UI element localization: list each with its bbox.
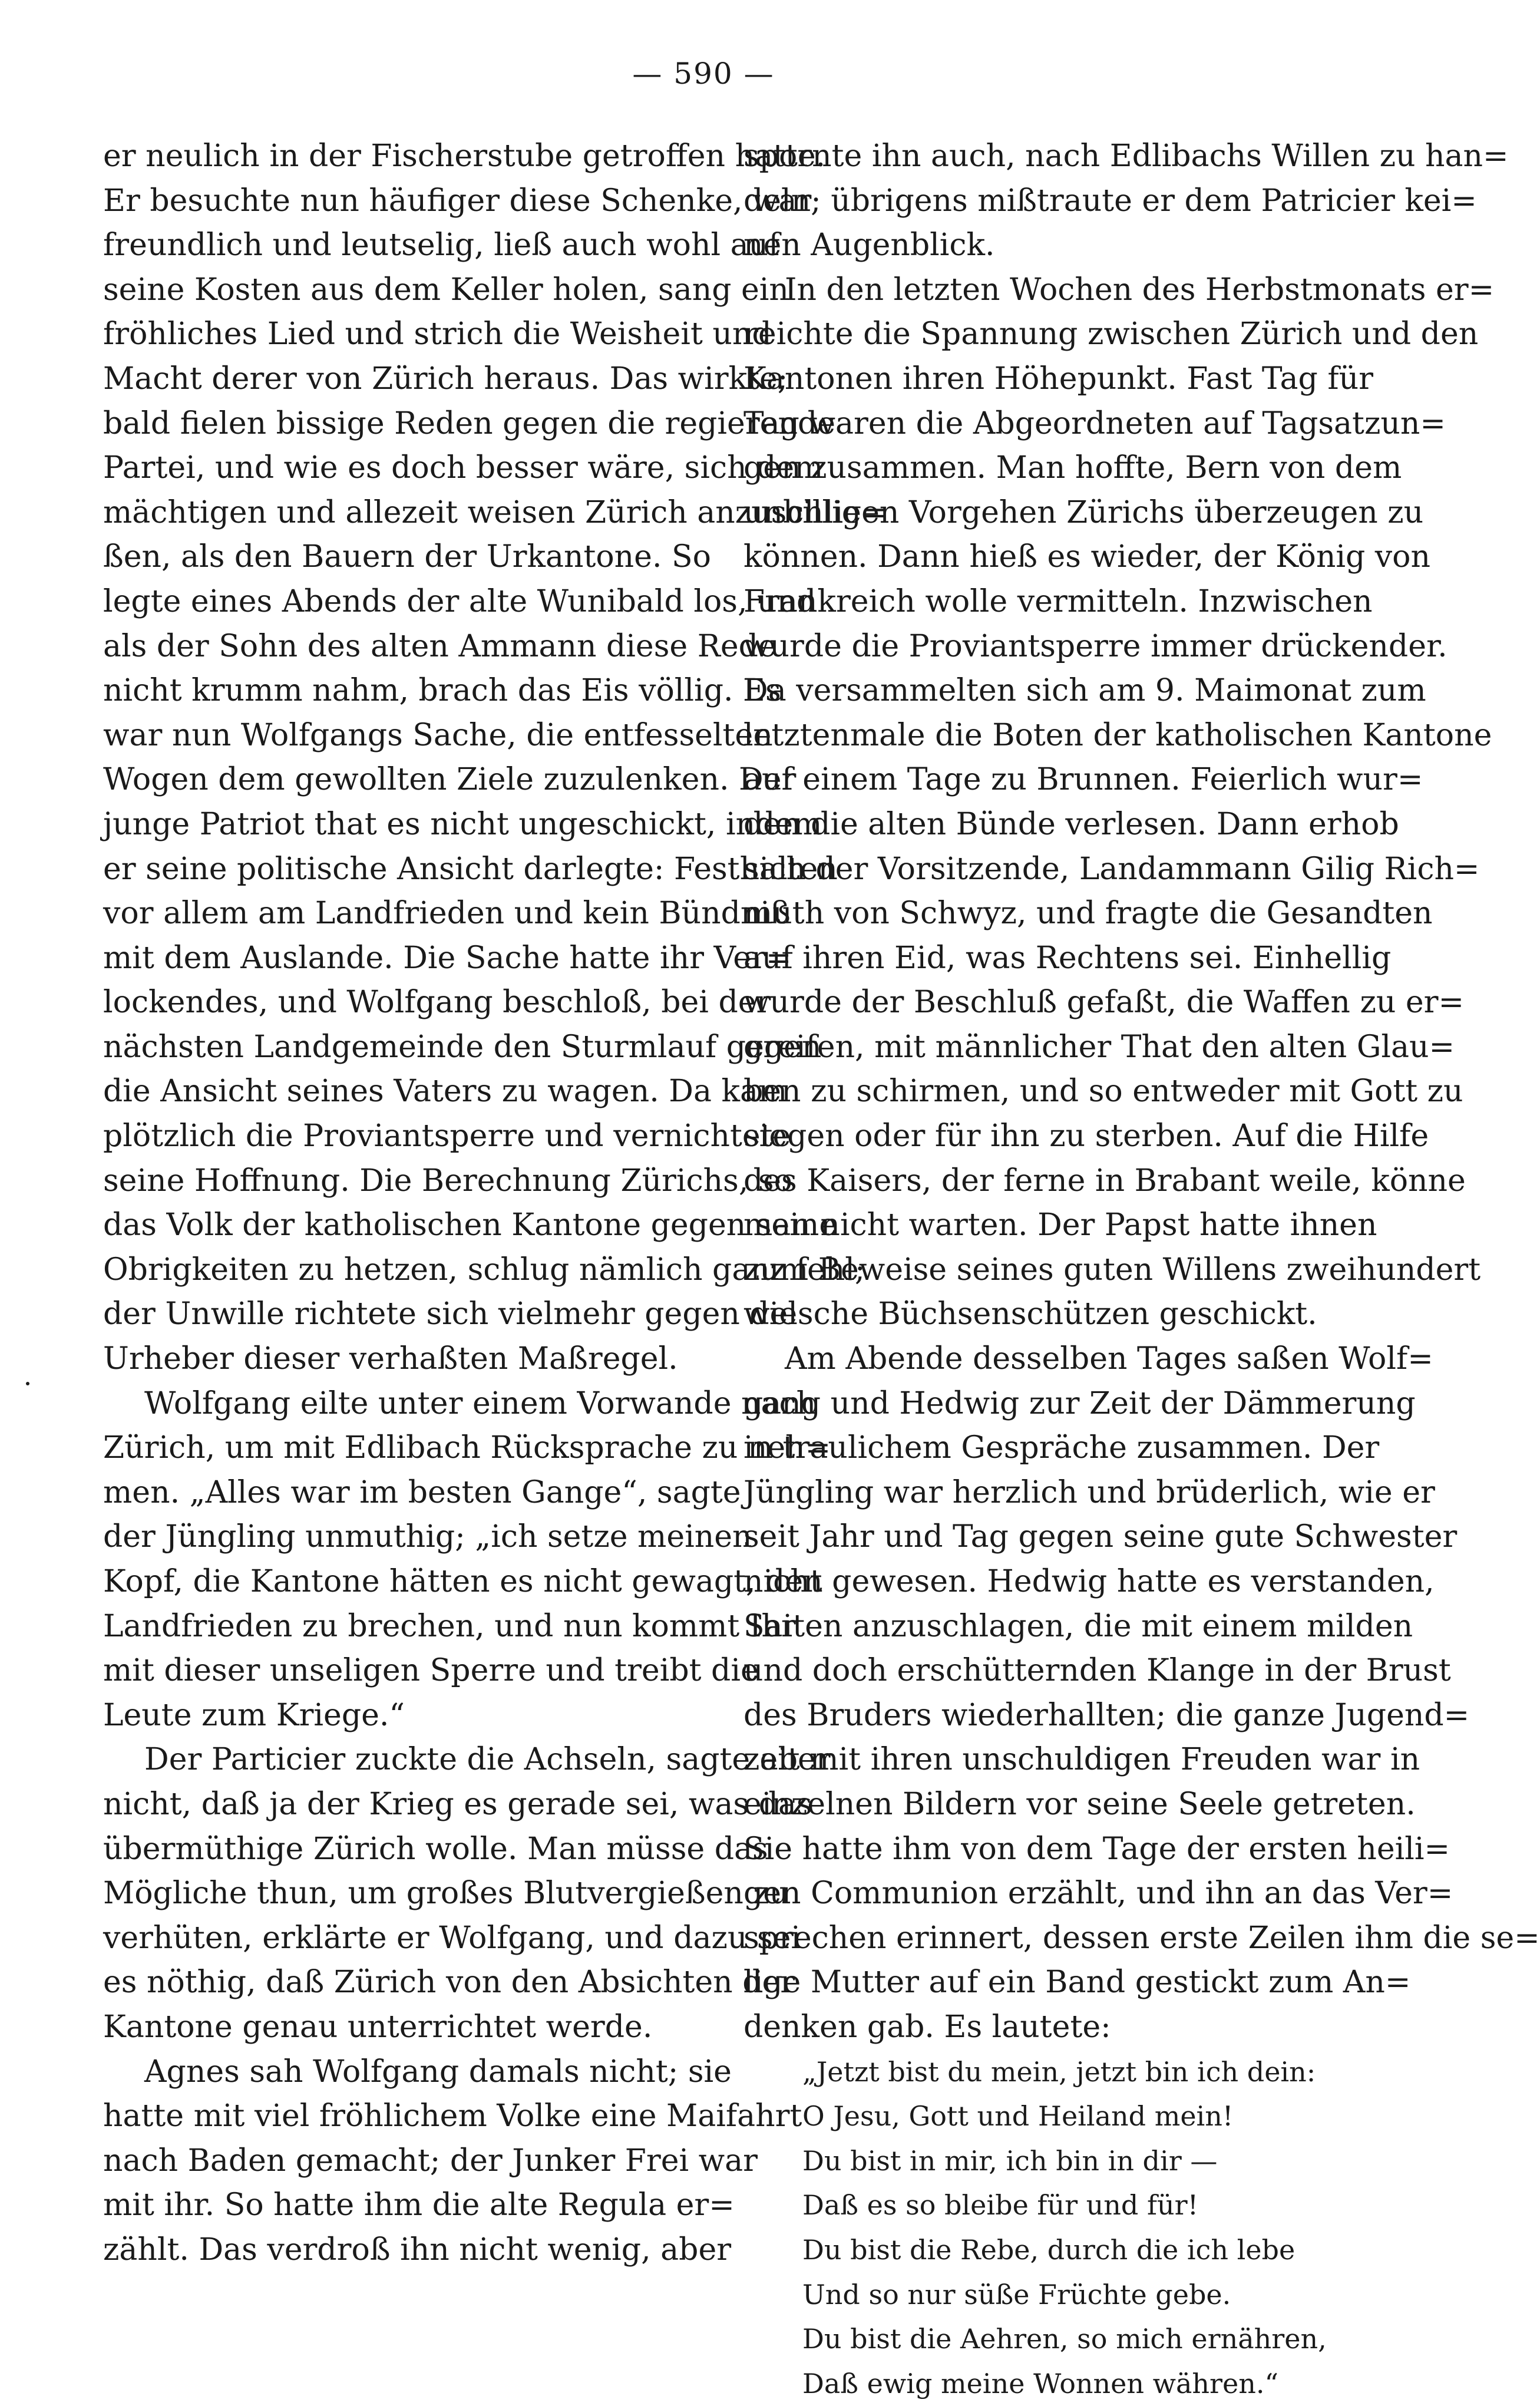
- text-line: greifen, mit männlicher That den alten Glau=: [743, 1029, 1455, 1065]
- text-line: war nun Wolfgangs Sache, die entfesselten: [103, 717, 773, 753]
- text-line: er neulich in der Fischerstube getroffen hatte.: [103, 138, 826, 174]
- verse-line: Und so nur süße Früchte gebe.: [802, 2278, 1231, 2311]
- text-line: unbilligen Vorgehen Zürichs überzeugen zu: [743, 494, 1424, 530]
- text-line: können. Dann hieß es wieder, der König von: [743, 539, 1430, 575]
- text-line: in traulichem Gespräche zusammen. Der: [743, 1430, 1380, 1466]
- text-line: men. „Alles war im besten Gange“, sagte: [103, 1474, 741, 1510]
- text-line: des Kaisers, der ferne in Brabant weile, könne: [743, 1163, 1466, 1199]
- text-line: nächsten Landgemeinde den Sturmlauf gegen: [103, 1029, 822, 1065]
- text-line: wurde die Proviantsperre immer drückender.: [743, 628, 1448, 664]
- text-line: ßen, als den Bauern der Urkantone. So: [103, 539, 711, 575]
- text-line: nach Baden gemacht; der Junker Frei war: [103, 2143, 758, 2179]
- page-number: — 590 —: [632, 57, 775, 91]
- text-line: er seine politische Ansicht darlegte: Festhalten: [103, 851, 838, 887]
- text-line: des Bruders wiederhallten; die ganze Jugend=: [743, 1697, 1470, 1733]
- text-line: nicht krumm nahm, brach das Eis völlig. Es: [103, 673, 781, 709]
- text-line: hatte mit viel fröhlichem Volke eine Maifahrt: [103, 2098, 802, 2134]
- text-line: auf einem Tage zu Brunnen. Feierlich wur=: [743, 762, 1423, 798]
- text-line: Kantonen ihren Höhepunkt. Fast Tag für: [743, 361, 1373, 397]
- text-line: freundlich und leutselig, ließ auch wohl auf: [103, 227, 780, 263]
- text-line: gang und Hedwig zur Zeit der Dämmerung: [743, 1385, 1416, 1421]
- text-line: Macht derer von Zürich heraus. Das wirkte;: [103, 361, 788, 397]
- paragraph-start-line: Wolfgang eilte unter einem Vorwande nach: [144, 1385, 817, 1421]
- text-line: zum Beweise seines guten Willens zweihundert: [743, 1252, 1481, 1288]
- text-line: vor allem am Landfrieden und kein Bündniß: [103, 896, 791, 932]
- verse-line: Daß es so bleibe für und für!: [802, 2189, 1199, 2222]
- text-line: mit dieser unseligen Sperre und treibt die: [103, 1653, 759, 1689]
- text-line: nicht gewesen. Hedwig hatte es verstanden,: [743, 1564, 1435, 1599]
- text-line: reichte die Spannung zwischen Zürich und den: [743, 316, 1479, 352]
- text-line: mächtigen und allezeit weisen Zürich anzuschlie=: [103, 494, 887, 530]
- text-line: seine Hoffnung. Die Berechnung Zürichs, so: [103, 1163, 792, 1199]
- text-line: Kantone genau unterrichtet werde.: [103, 2009, 653, 2045]
- text-line: Frankreich wolle vermitteln. Inzwischen: [743, 583, 1373, 619]
- text-line: junge Patriot that es nicht ungeschickt, indem: [103, 806, 822, 842]
- text-line: lockendes, und Wolfgang beschloß, bei der: [103, 985, 771, 1021]
- paragraph-start-line: Der Particier zuckte die Achseln, sagte aber: [144, 1742, 831, 1778]
- text-line: mit ihr. So hatte ihm die alte Regula er=: [103, 2187, 735, 2223]
- margin-dot: [26, 1382, 29, 1385]
- paragraph-start-line: Am Abende desselben Tages saßen Wolf=: [785, 1341, 1433, 1377]
- text-line: Zürich, um mit Edlibach Rücksprache zu neh=: [103, 1430, 831, 1466]
- text-line: die Ansicht seines Vaters zu wagen. Da kam: [103, 1074, 788, 1110]
- text-line: deln; übrigens mißtraute er dem Patricier kei=: [743, 183, 1477, 219]
- text-line: Jüngling war herzlich und brüderlich, wie er: [743, 1474, 1435, 1510]
- text-line: plötzlich die Proviantsperre und vernichtete: [103, 1118, 791, 1154]
- text-line: einzelnen Bildern vor seine Seele getreten.: [743, 1786, 1416, 1822]
- text-line: übermüthige Zürich wolle. Man müsse das: [103, 1831, 768, 1867]
- text-line: seit Jahr und Tag gegen seine gute Schwester: [743, 1519, 1458, 1555]
- right-column: [743, 134, 1540, 2406]
- text-line: lige Mutter auf ein Band gestickt zum An=: [743, 1965, 1411, 2001]
- text-line: sich der Vorsitzende, Landammann Gilig Rich=: [743, 851, 1480, 887]
- text-line: zeit mit ihren unschuldigen Freuden war in: [743, 1742, 1420, 1778]
- text-line: Wogen dem gewollten Ziele zuzulenken. Der: [103, 762, 797, 798]
- text-line: auf ihren Eid, was Rechtens sei. Einhellig: [743, 940, 1392, 976]
- text-line: verhüten, erklärte er Wolfgang, und dazu sei: [103, 1920, 801, 1956]
- text-line: Mögliche thun, um großes Blutvergießen zu: [103, 1876, 789, 1912]
- text-line: spornte ihn auch, nach Edlibachs Willen zu han=: [743, 138, 1509, 174]
- text-line: nen Augenblick.: [743, 227, 995, 263]
- verse-line: „Jetzt bist du mein, jetzt bin ich dein:: [802, 2055, 1316, 2088]
- text-line: wurde der Beschluß gefaßt, die Waffen zu er=: [743, 985, 1465, 1021]
- text-line: bald fielen bissige Reden gegen die regierende: [103, 405, 835, 441]
- text-line: fröhliches Lied und strich die Weisheit und: [103, 316, 772, 352]
- text-line: Leute zum Kriege.“: [103, 1697, 405, 1733]
- text-line: legte eines Abends der alte Wunibald los, und: [103, 583, 817, 619]
- text-line: zählt. Das verdroß ihn nicht wenig, aber: [103, 2232, 732, 2268]
- text-line: letztenmale die Boten der katholischen Kantone: [743, 717, 1492, 753]
- text-line: gen zusammen. Man hoffte, Bern von dem: [743, 450, 1402, 486]
- paragraph-start-line: In den letzten Wochen des Herbstmonats er=: [785, 272, 1495, 308]
- text-line: welsche Büchsenschützen geschickt.: [743, 1296, 1317, 1332]
- text-line: gen Communion erzählt, und ihn an das Ver=: [743, 1876, 1453, 1912]
- text-line: das Volk der katholischen Kantone gegen seine: [103, 1207, 838, 1243]
- text-line: ben zu schirmen, und so entweder mit Gott zu: [743, 1074, 1463, 1110]
- text-line: Partei, und wie es doch besser wäre, sich dem: [103, 450, 824, 486]
- text-line: den die alten Bünde verlesen. Dann erhob: [743, 806, 1399, 842]
- text-line: siegen oder für ihn zu sterben. Auf die Hilfe: [743, 1118, 1429, 1154]
- text-line: Obrigkeiten zu hetzen, schlug nämlich ganz fehl;: [103, 1252, 865, 1288]
- verse-line: Du bist die Rebe, durch die ich lebe: [802, 2233, 1296, 2266]
- verse-line: O Jesu, Gott und Heiland mein!: [802, 2100, 1234, 2133]
- text-line: der Unwille richtete sich vielmehr gegen die: [103, 1296, 798, 1332]
- text-line: als der Sohn des alten Ammann diese Rede: [103, 628, 776, 664]
- text-line: Sie hatte ihm von dem Tage der ersten heili=: [743, 1831, 1450, 1867]
- text-line: es nöthig, daß Zürich von den Absichten der: [103, 1965, 795, 2001]
- text-line: Landfrieden zu brechen, und nun kommt Ihr: [103, 1608, 796, 1644]
- text-line: der Jüngling unmuthig; „ich setze meinen: [103, 1519, 752, 1555]
- text-line: Kopf, die Kantone hätten es nicht gewagt, den: [103, 1564, 823, 1599]
- text-line: denken gab. Es lautete:: [743, 2009, 1111, 2045]
- verse-line: Du bist die Aehren, so mich ernähren,: [802, 2323, 1327, 2355]
- text-line: Da versammelten sich am 9. Maimonat zum: [743, 673, 1426, 709]
- text-line: nicht, daß ja der Krieg es gerade sei, was das: [103, 1786, 812, 1822]
- text-line: und doch erschütternden Klange in der Brust: [743, 1653, 1451, 1689]
- verse-line: Daß ewig meine Wonnen währen.“: [802, 2367, 1279, 2400]
- text-line: seine Kosten aus dem Keller holen, sang ein: [103, 272, 789, 308]
- text-line: Saiten anzuschlagen, die mit einem milden: [743, 1608, 1413, 1644]
- text-line: Tag waren die Abgeordneten auf Tagsatzun=: [743, 405, 1446, 441]
- paragraph-start-line: Agnes sah Wolfgang damals nicht; sie: [144, 2054, 732, 2090]
- verse-block: [743, 2050, 1339, 2406]
- text-line: mit dem Auslande. Die Sache hatte ihr Ver=: [103, 940, 792, 976]
- verse-line: Du bist in mir, ich bin in dir —: [802, 2144, 1218, 2177]
- text-line: Er besuchte nun häufiger diese Schenke, war: [103, 183, 812, 219]
- text-line: muth von Schwyz, und fragte die Gesandten: [743, 896, 1433, 932]
- text-line: sprechen erinnert, dessen erste Zeilen ihm die se=: [743, 1920, 1540, 1956]
- text-line: man nicht warten. Der Papst hatte ihnen: [743, 1207, 1377, 1243]
- text-line: Urheber dieser verhaßten Maßregel.: [103, 1341, 678, 1377]
